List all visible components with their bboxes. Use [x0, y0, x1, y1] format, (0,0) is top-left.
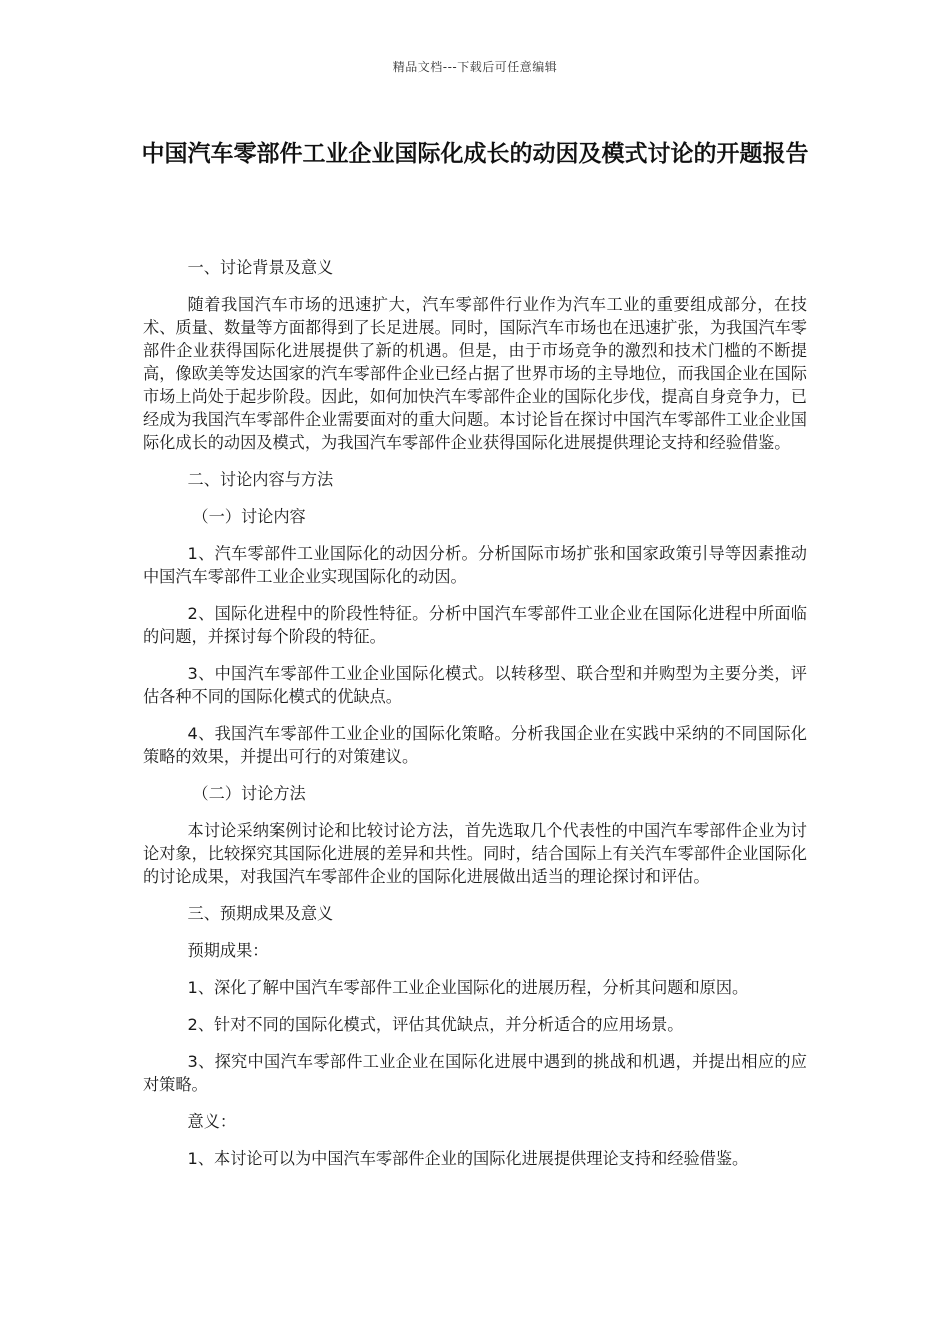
- section-1-heading: 一、讨论背景及意义: [187, 258, 334, 277]
- content-item-2: 2、国际化进程中的阶段性特征。分析中国汽车零部件工业企业在国际化进程中所面临的问题，并探讨每个阶段的特征。: [143, 604, 807, 646]
- result-item-3: 3、探究中国汽车零部件工业企业在国际化进展中遇到的挑战和机遇，并提出相应的应对策略。: [143, 1052, 807, 1094]
- content-item-4: 4、我国汽车零部件工业企业的国际化策略。分析我国企业在实践中采纳的不同国际化策略的效果，并提出可行的对策建议。: [143, 724, 807, 766]
- header-note: 精品文档---下载后可任意编辑: [392, 60, 558, 74]
- expected-results-label: 预期成果：: [187, 941, 269, 960]
- content-item-1: 1、汽车零部件工业国际化的动因分析。分析国际市场扩张和国家政策引导等因素推动中国汽车零部件工业企业实现国际化的动因。: [143, 544, 807, 586]
- section-2-subheading-content: （一）讨论内容: [192, 507, 306, 526]
- document-body: [143, 256, 807, 1184]
- significance-item-1: 1、本讨论可以为中国汽车零部件企业的国际化进展提供理论支持和经验借鉴。: [187, 1149, 749, 1168]
- content-item-3: 3、中国汽车零部件工业企业国际化模式。以转移型、联合型和并购型为主要分类，评估各种不同的国际化模式的优缺点。: [143, 664, 807, 706]
- method-paragraph: 本讨论采纳案例讨论和比较讨论方法，首先选取几个代表性的中国汽车零部件企业为讨论对象，比较探究其国际化进展的差异和共性。同时，结合国际上有关汽车零部件企业国际化的讨论成果，对我国汽车零部件企业的国际化进展做出适当的理论探讨和评估。: [143, 821, 807, 886]
- section-3-heading: 三、预期成果及意义: [187, 904, 334, 923]
- result-item-1: 1、深化了解中国汽车零部件工业企业国际化的进展历程，分析其问题和原因。: [187, 978, 749, 997]
- section-2-subheading-method: （二）讨论方法: [192, 784, 306, 803]
- page-title: 中国汽车零部件工业企业国际化成长的动因及模式讨论的开题报告: [141, 141, 809, 167]
- result-item-2: 2、针对不同的国际化模式，评估其优缺点，并分析适合的应用场景。: [187, 1015, 684, 1034]
- significance-label: 意义：: [187, 1112, 237, 1131]
- section-1-paragraph: 随着我国汽车市场的迅速扩大，汽车零部件行业作为汽车工业的重要组成部分，在技术、质量、数量等方面都得到了长足进展。同时，国际汽车市场也在迅速扩张，为我国汽车零部件企业获得国际化进展提供了新的机遇。但是，由于市场竞争的激烈和技术门槛的不断提高，像欧美等发达国家的汽车零部件企业已经占据了世界市场的主导地位，而我国企业在国际市场上尚处于起步阶段。因此，如何加快汽车零部件企业的国际化步伐，提高自身竞争力，已经成为我国汽车零部件企业需要面对的重大问题。本讨论旨在探讨中国汽车零部件工业企业国际化成长的动因及模式，为我国汽车零部件企业获得国际化进展提供理论支持和经验借鉴。: [143, 295, 807, 452]
- section-2-heading: 二、讨论内容与方法: [187, 470, 334, 489]
